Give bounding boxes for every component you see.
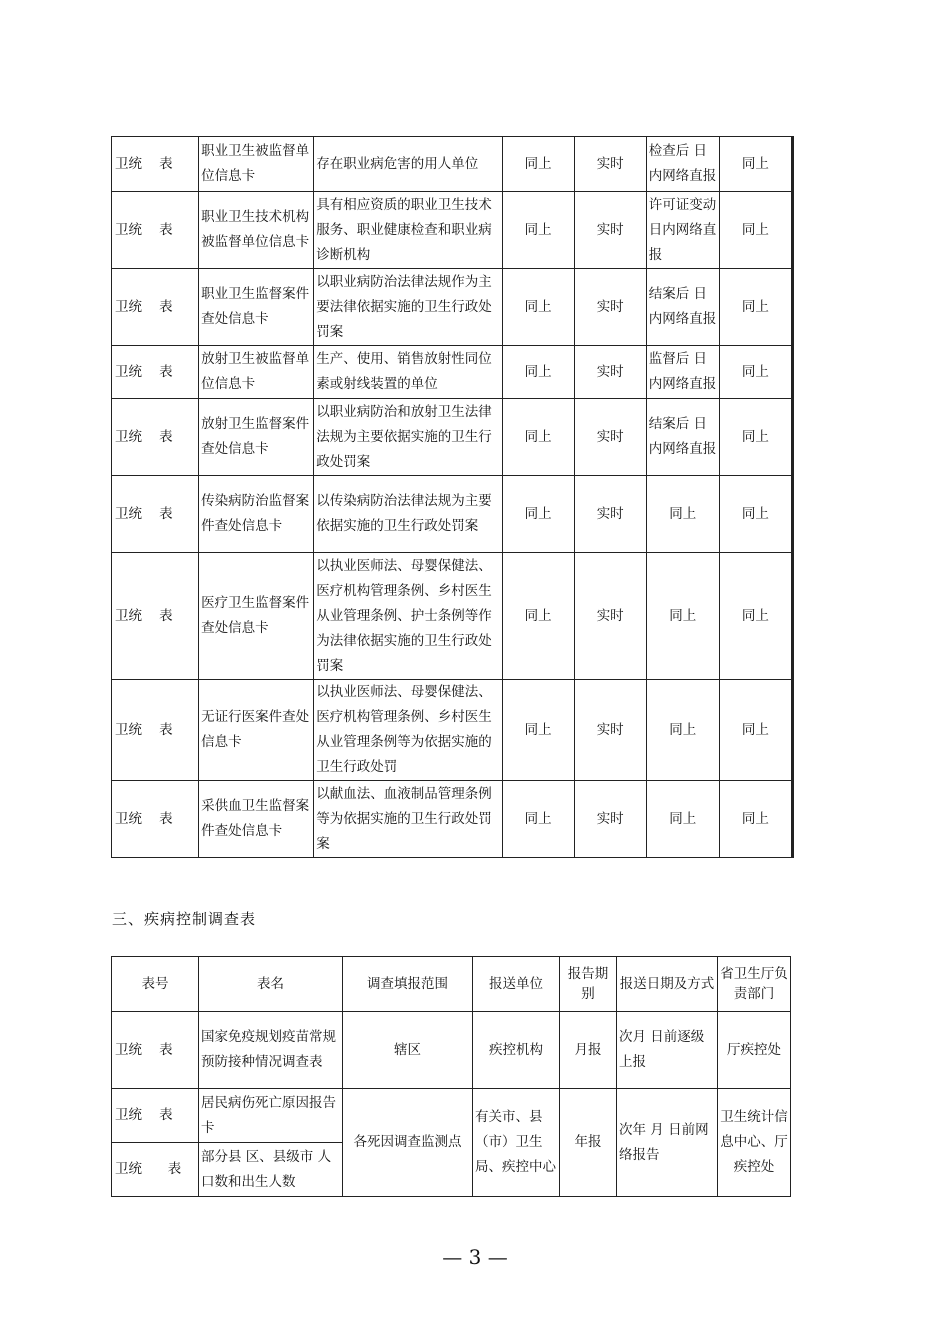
form-dept: 同上 — [719, 269, 792, 346]
form-unit: 同上 — [502, 553, 574, 680]
header-code: 表号 — [112, 957, 199, 1012]
form-code: 卫统 表 — [112, 680, 199, 781]
form-method: 同上 — [646, 476, 719, 553]
section-title: 三、疾病控制调查表 — [112, 910, 257, 928]
form-code: 卫统 表 — [112, 781, 199, 858]
form-dept: 卫生统计信息中心、厅疾控处 — [718, 1089, 791, 1197]
form-method: 同上 — [646, 680, 719, 781]
form-unit: 同上 — [502, 346, 574, 399]
form-period: 实时 — [574, 781, 646, 858]
form-period: 实时 — [574, 269, 646, 346]
form-unit: 同上 — [502, 269, 574, 346]
form-method: 次年 月 日前网络报告 — [617, 1089, 718, 1197]
form-period: 年报 — [560, 1089, 617, 1197]
form-unit: 同上 — [502, 399, 574, 476]
form-period: 实时 — [574, 192, 646, 269]
form-code: 卫统 表 — [112, 192, 199, 269]
form-dept: 同上 — [719, 346, 792, 399]
header-dept: 省卫生厅负责部门 — [718, 957, 791, 1012]
form-code: 卫统 表 — [112, 476, 199, 553]
form-dept: 厅疾控处 — [718, 1012, 791, 1089]
form-method: 监督后 日内网络直报 — [646, 346, 719, 399]
form-method: 同上 — [646, 553, 719, 680]
header-scope: 调查填报范围 — [343, 957, 473, 1012]
form-period: 实时 — [574, 680, 646, 781]
table-row — [112, 680, 793, 781]
form-unit: 同上 — [502, 137, 574, 192]
form-name: 医疗卫生监督案件查处信息卡 — [199, 553, 314, 680]
form-dept: 同上 — [719, 399, 792, 476]
form-code: 卫统 表 — [112, 1012, 199, 1089]
form-code: 卫统 表 — [112, 1089, 199, 1143]
form-scope: 以职业病防治法律法规作为主要法律依据实施的卫生行政处罚案 — [314, 269, 502, 346]
form-method: 次月 日前逐级上报 — [617, 1012, 718, 1089]
form-name: 职业卫生技术机构被监督单位信息卡 — [199, 192, 314, 269]
form-method: 许可证变动 日内网络直报 — [646, 192, 719, 269]
header-period: 报告期别 — [560, 957, 617, 1012]
table-row — [112, 269, 793, 346]
form-scope: 具有相应资质的职业卫生技术服务、职业健康检查和职业病诊断机构 — [314, 192, 502, 269]
form-code: 卫统 表 — [112, 399, 199, 476]
form-period: 月报 — [560, 1012, 617, 1089]
form-name: 无证行医案件查处信息卡 — [199, 680, 314, 781]
page-number: — 3 — — [442, 1245, 508, 1269]
form-code: 卫统 表 — [112, 553, 199, 680]
form-period: 实时 — [574, 399, 646, 476]
table-row — [112, 1089, 791, 1143]
form-period: 实时 — [574, 553, 646, 680]
supervision-report-table — [111, 136, 794, 858]
form-unit: 疾控机构 — [473, 1012, 560, 1089]
form-name: 职业卫生被监督单位信息卡 — [199, 137, 314, 192]
form-period: 实时 — [574, 346, 646, 399]
form-name: 职业卫生监督案件查处信息卡 — [199, 269, 314, 346]
form-period: 实时 — [574, 476, 646, 553]
form-code: 卫统 表 — [112, 269, 199, 346]
form-scope: 以职业病防治和放射卫生法律法规为主要依据实施的卫生行政处罚案 — [314, 399, 502, 476]
form-name: 国家免疫规划疫苗常规预防接种情况调查表 — [199, 1012, 343, 1089]
form-dept: 同上 — [719, 553, 792, 680]
form-scope: 生产、使用、销售放射性同位素或射线装置的单位 — [314, 346, 502, 399]
table-header-row — [112, 957, 791, 1012]
form-scope: 存在职业病危害的用人单位 — [314, 137, 502, 192]
form-method: 检查后 日内网络直报 — [646, 137, 719, 192]
form-name: 采供血卫生监督案件查处信息卡 — [199, 781, 314, 858]
form-name: 放射卫生监督案件查处信息卡 — [199, 399, 314, 476]
form-unit: 同上 — [502, 680, 574, 781]
table-row — [112, 1012, 791, 1089]
form-dept: 同上 — [719, 781, 792, 858]
header-method: 报送日期及方式 — [617, 957, 718, 1012]
form-scope: 以执业医师法、母婴保健法、医疗机构管理条例、乡村医生从业管理条例等为依据实施的卫生行政处罚 — [314, 680, 502, 781]
form-dept: 同上 — [719, 680, 792, 781]
table-row — [112, 137, 793, 192]
form-scope: 以献血法、血液制品管理条例等为依据实施的卫生行政处罚案 — [314, 781, 502, 858]
form-unit: 同上 — [502, 781, 574, 858]
table-row — [112, 553, 793, 680]
form-period: 实时 — [574, 137, 646, 192]
form-scope: 以传染病防治法律法规为主要依据实施的卫生行政处罚案 — [314, 476, 502, 553]
form-method: 同上 — [646, 781, 719, 858]
form-unit: 同上 — [502, 476, 574, 553]
form-scope: 辖区 — [343, 1012, 473, 1089]
form-name: 放射卫生被监督单位信息卡 — [199, 346, 314, 399]
form-name: 居民病伤死亡原因报告卡 — [199, 1089, 343, 1143]
form-method: 结案后 日内网络直报 — [646, 269, 719, 346]
table-row — [112, 399, 793, 476]
form-method: 结案后 日内网络直报 — [646, 399, 719, 476]
form-code: 卫统 表 — [112, 137, 199, 192]
form-name: 传染病防治监督案件查处信息卡 — [199, 476, 314, 553]
form-code: 卫统 表 — [112, 1143, 199, 1197]
form-dept: 同上 — [719, 476, 792, 553]
table-row — [112, 476, 793, 553]
header-unit: 报送单位 — [473, 957, 560, 1012]
disease-control-table — [111, 956, 791, 1197]
table-row — [112, 346, 793, 399]
form-name: 部分县 区、县级市 人口数和出生人数 — [199, 1143, 343, 1197]
table-row — [112, 781, 793, 858]
form-scope: 各死因调查监测点 — [343, 1089, 473, 1197]
form-code: 卫统 表 — [112, 346, 199, 399]
header-name: 表名 — [199, 957, 343, 1012]
form-scope: 以执业医师法、母婴保健法、医疗机构管理条例、乡村医生从业管理条例、护士条例等作为法律依据实施的卫生行政处罚案 — [314, 553, 502, 680]
form-unit: 同上 — [502, 192, 574, 269]
table-row — [112, 192, 793, 269]
form-dept: 同上 — [719, 192, 792, 269]
form-unit: 有关市、县（市）卫生局、疾控中心 — [473, 1089, 560, 1197]
form-dept: 同上 — [719, 137, 792, 192]
